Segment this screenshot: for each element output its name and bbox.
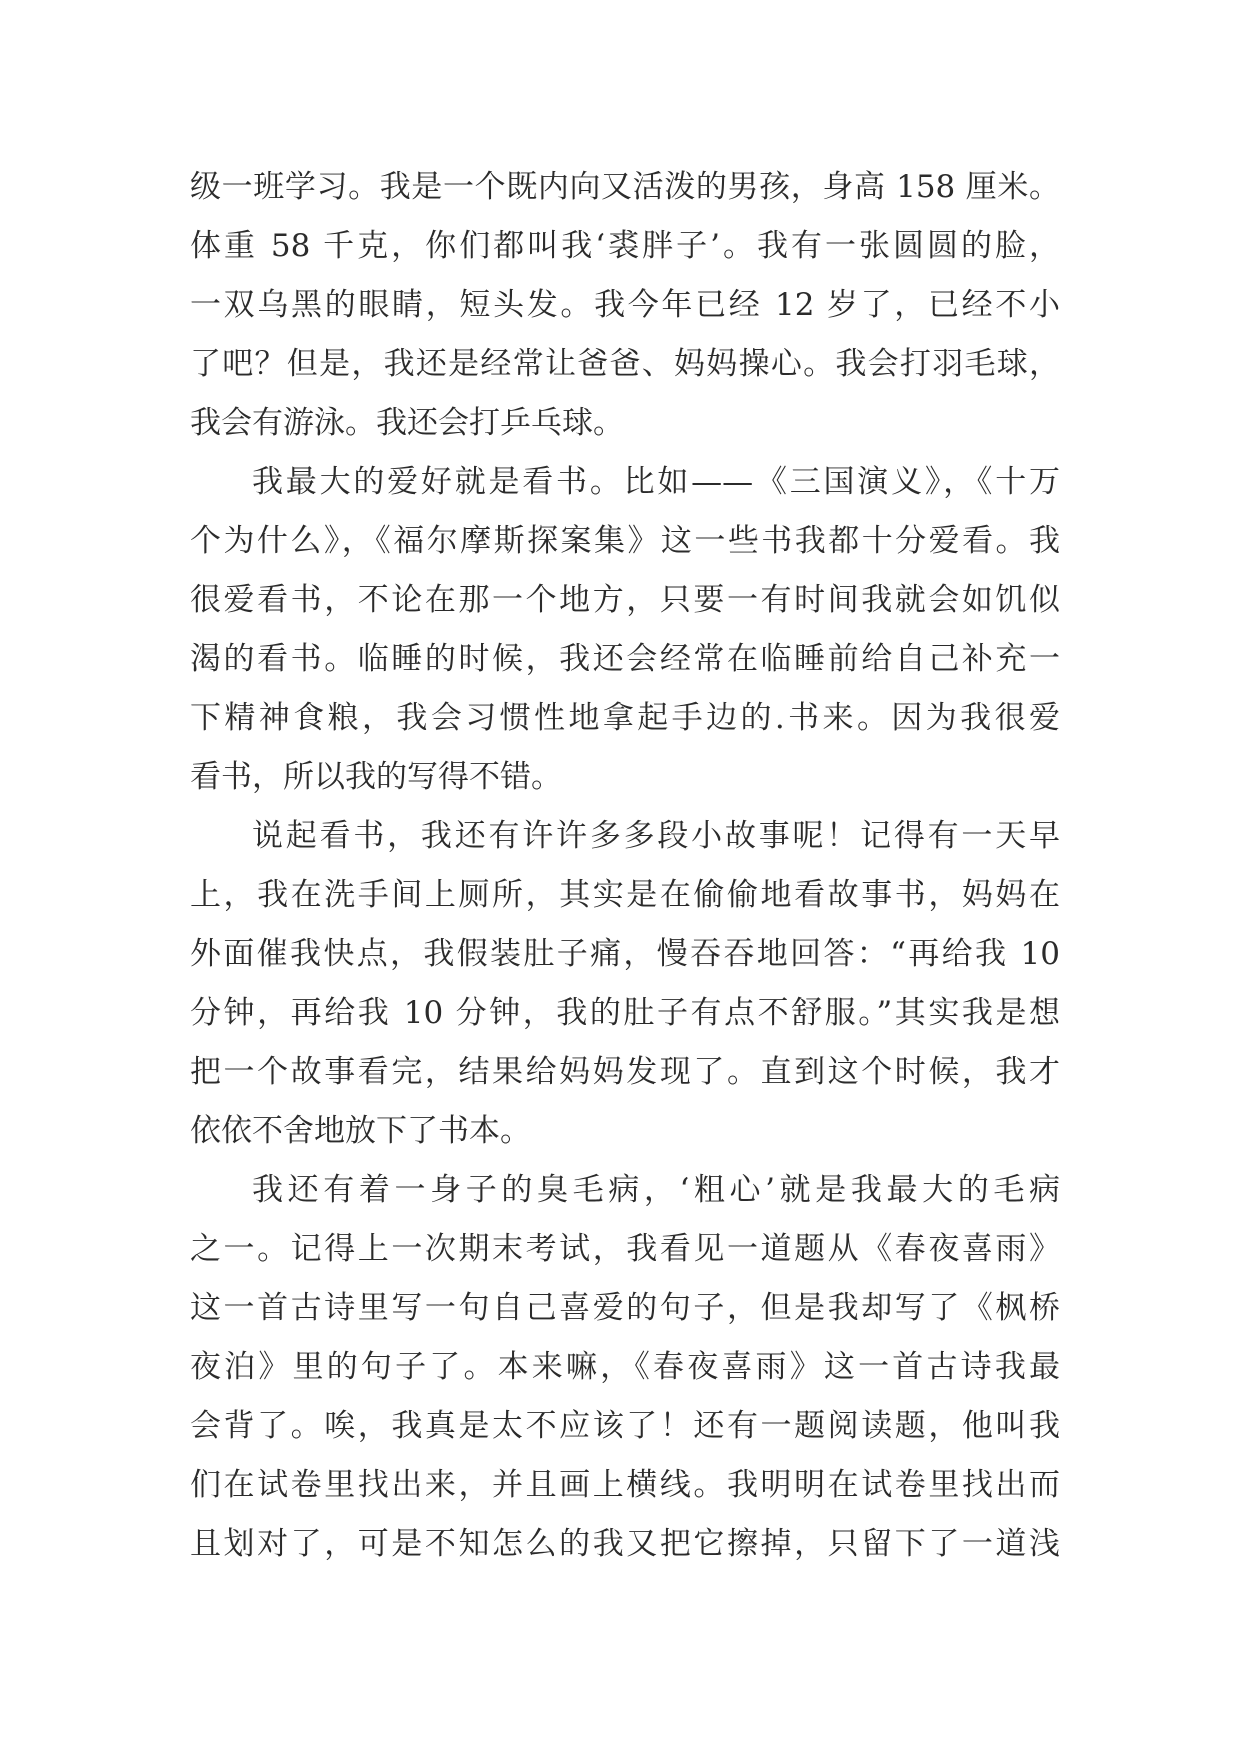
text-line: 们在试卷里找出来，并且画上横线。我明明在试卷里找出而	[190, 1467, 1060, 1503]
text-line: 个为什么》，《福尔摩斯探案集》这一些书我都十分爱看。我	[190, 523, 1060, 559]
text-line: 我会有游泳。我还会打乒乓球。	[190, 405, 624, 441]
text-line: 下精神食粮，我会习惯性地拿起手边的.书来。因为我很爱	[190, 700, 1060, 736]
text-line: 渴的看书。临睡的时候，我还会经常在临睡前给自己补充一	[190, 641, 1060, 677]
text-line: 很爱看书，不论在那一个地方，只要一有时间我就会如饥似	[190, 582, 1060, 618]
text-line: 体重 58 千克，你们都叫我‘裘胖子’。我有一张圆圆的脸，	[190, 228, 1060, 264]
text-line: 我最大的爱好就是看书。比如——《三国演义》，《十万	[252, 464, 1060, 500]
text-line: 我还有着一身子的臭毛病，‘粗心’就是我最大的毛病	[252, 1172, 1060, 1208]
text-line: 说起看书，我还有许许多多段小故事呢！记得有一天早	[252, 818, 1060, 854]
text-line: 分钟，再给我 10 分钟，我的肚子有点不舒服。”其实我是想	[190, 995, 1060, 1031]
body-text	[190, 158, 1060, 1574]
text-line: 把一个故事看完，结果给妈妈发现了。直到这个时候，我才	[190, 1054, 1060, 1090]
text-line: 会背了。唉，我真是太不应该了！还有一题阅读题，他叫我	[190, 1408, 1060, 1444]
text-line: 看书，所以我的写得不错。	[190, 759, 562, 795]
text-line: 依依不舍地放下了书本。	[190, 1113, 531, 1149]
text-line: 一双乌黑的眼睛，短头发。我今年已经 12 岁了，已经不小	[190, 287, 1060, 323]
text-line: 了吧？但是，我还是经常让爸爸、妈妈操心。我会打羽毛球，	[190, 346, 1060, 382]
text-line: 且划对了，可是不知怎么的我又把它擦掉，只留下了一道浅	[190, 1526, 1060, 1562]
text-line: 这一首古诗里写一句自己喜爱的句子，但是我却写了《枫桥	[190, 1290, 1060, 1326]
text-line: 级一班学习。我是一个既内向又活泼的男孩，身高 158 厘米。	[190, 169, 1060, 205]
text-line: 之一。记得上一次期末考试，我看见一道题从《春夜喜雨》	[190, 1231, 1060, 1267]
text-line: 上，我在洗手间上厕所，其实是在偷偷地看故事书，妈妈在	[190, 877, 1060, 913]
text-line: 外面催我快点，我假装肚子痛，慢吞吞地回答：“再给我 10	[190, 936, 1060, 972]
text-line: 夜泊》里的句子了。本来嘛，《春夜喜雨》这一首古诗我最	[190, 1349, 1060, 1385]
